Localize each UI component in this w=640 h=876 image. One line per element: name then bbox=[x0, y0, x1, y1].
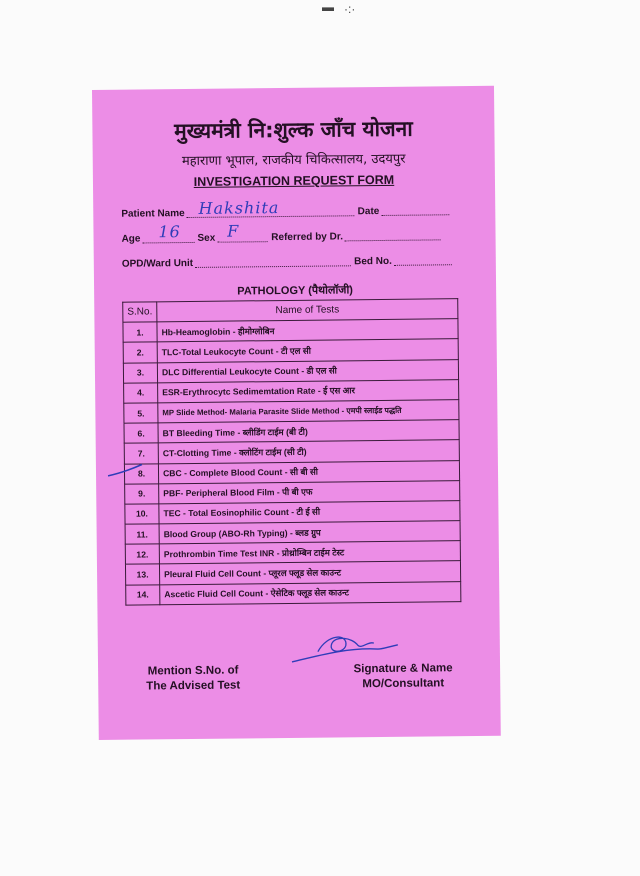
row-test-name: Blood Group (ABO-Rh Typing) - ब्लड ग्रुप bbox=[159, 521, 460, 544]
bed-label: Bed No. bbox=[354, 255, 392, 268]
row-sno: 11. bbox=[125, 524, 159, 545]
opd-field[interactable] bbox=[195, 255, 351, 268]
mention-sno-note bbox=[138, 663, 248, 694]
row-sno: 6. bbox=[124, 423, 158, 444]
mention-line-2: The Advised Test bbox=[146, 679, 241, 693]
opd-row bbox=[122, 252, 467, 270]
row-test-name: Pleural Fluid Cell Count - प्लूरल फ्लूड सेल काउन्ट bbox=[159, 561, 460, 584]
referred-by-label: Referred by Dr. bbox=[271, 231, 344, 244]
row-test-name: ESR-Erythrocytc Sedimemtation Rate - ई एस आर bbox=[158, 379, 459, 402]
date-label: Date bbox=[357, 205, 380, 218]
row-sno: 1. bbox=[123, 322, 157, 343]
signature-line-2: MO/Consultant bbox=[362, 677, 445, 691]
scan-speck: ▬ bbox=[322, 0, 334, 14]
scheme-title: मुख्यमंत्री नि:शुल्क जाँच योजना bbox=[174, 116, 413, 144]
mention-line-1: Mention S.No. of bbox=[147, 664, 239, 678]
signature-line-1: Signature & Name bbox=[353, 662, 453, 676]
table-row[interactable] bbox=[126, 581, 461, 605]
row-test-name: DLC Differential Leukocyte Count - डी एल सी bbox=[157, 359, 458, 382]
row-sno: 3. bbox=[123, 362, 157, 383]
row-sno: 4. bbox=[124, 383, 158, 404]
request-form-paper bbox=[92, 86, 501, 740]
row-test-name: TEC - Total Eosinophilic Count - टी ई सी bbox=[159, 501, 460, 524]
form-title: INVESTIGATION REQUEST FORM bbox=[193, 172, 395, 189]
sex-value: F bbox=[227, 221, 240, 241]
scan-speck: ·:· bbox=[344, 2, 356, 16]
row-sno: 13. bbox=[125, 564, 159, 585]
signature-block bbox=[343, 661, 463, 692]
row-test-name: Ascetic Fluid Cell Count - ऐसेटिक फ्लूड सेल काउन्ट bbox=[160, 581, 461, 604]
row-test-name: MP Slide Method- Malaria Parasite Slide Method - एमपी स्लाईड पद्धति bbox=[158, 400, 459, 423]
opd-label: OPD/Ward Unit bbox=[121, 257, 194, 270]
hospital-name: महाराणा भूपाल, राजकीय चिकित्सालय, उदयपुर bbox=[181, 151, 406, 170]
row-test-name: Prothrombin Time Test INR - प्रोथ्रोम्बिन टाईम टेस्ट bbox=[159, 541, 460, 564]
patient-name-field[interactable] bbox=[187, 198, 355, 218]
row-test-name: CBC - Complete Blood Count - सी बी सी bbox=[158, 460, 459, 483]
patient-name-value: Hakshita bbox=[198, 198, 280, 218]
row-sno: 10. bbox=[125, 504, 159, 525]
row-test-name: TLC-Total Leukocyte Count - टी एल सी bbox=[157, 339, 458, 362]
row-sno: 14. bbox=[126, 584, 160, 605]
date-field[interactable] bbox=[381, 204, 449, 216]
pathology-heading: PATHOLOGY (पैथोलॉजी) bbox=[237, 284, 354, 298]
patient-name-row bbox=[121, 198, 466, 220]
row-test-name: PBF- Peripheral Blood Film - पी बी एफ bbox=[159, 480, 460, 503]
tests-table bbox=[122, 298, 461, 605]
sex-field[interactable] bbox=[217, 221, 267, 243]
age-sex-row bbox=[121, 221, 466, 245]
row-test-name: Hb-Heamoglobin - हीमोग्लोबिन bbox=[157, 319, 458, 342]
row-sno: 8. bbox=[124, 463, 158, 484]
row-sno: 12. bbox=[125, 544, 159, 565]
row-sno: 2. bbox=[123, 342, 157, 363]
age-label: Age bbox=[121, 233, 141, 245]
sex-label: Sex bbox=[197, 232, 216, 244]
referred-by-field[interactable] bbox=[345, 229, 441, 241]
bed-field[interactable] bbox=[394, 254, 452, 266]
row-test-name: BT Bleeding Time - ब्लीडिंग टाईम (बी टी) bbox=[158, 420, 459, 443]
patient-name-label: Patient Name bbox=[121, 208, 185, 220]
sno-header: S.No. bbox=[123, 302, 157, 323]
row-sno: 9. bbox=[125, 484, 159, 505]
age-field[interactable] bbox=[142, 222, 194, 244]
row-test-name: CT-Clotting Time - क्लोटिंग टाईम (सी टी) bbox=[158, 440, 459, 463]
pen-tick-mark bbox=[106, 461, 146, 481]
test-name-header: Name of Tests bbox=[157, 299, 458, 322]
row-sno: 5. bbox=[124, 403, 158, 424]
row-sno: 7. bbox=[124, 443, 158, 464]
age-value: 16 bbox=[158, 222, 181, 242]
